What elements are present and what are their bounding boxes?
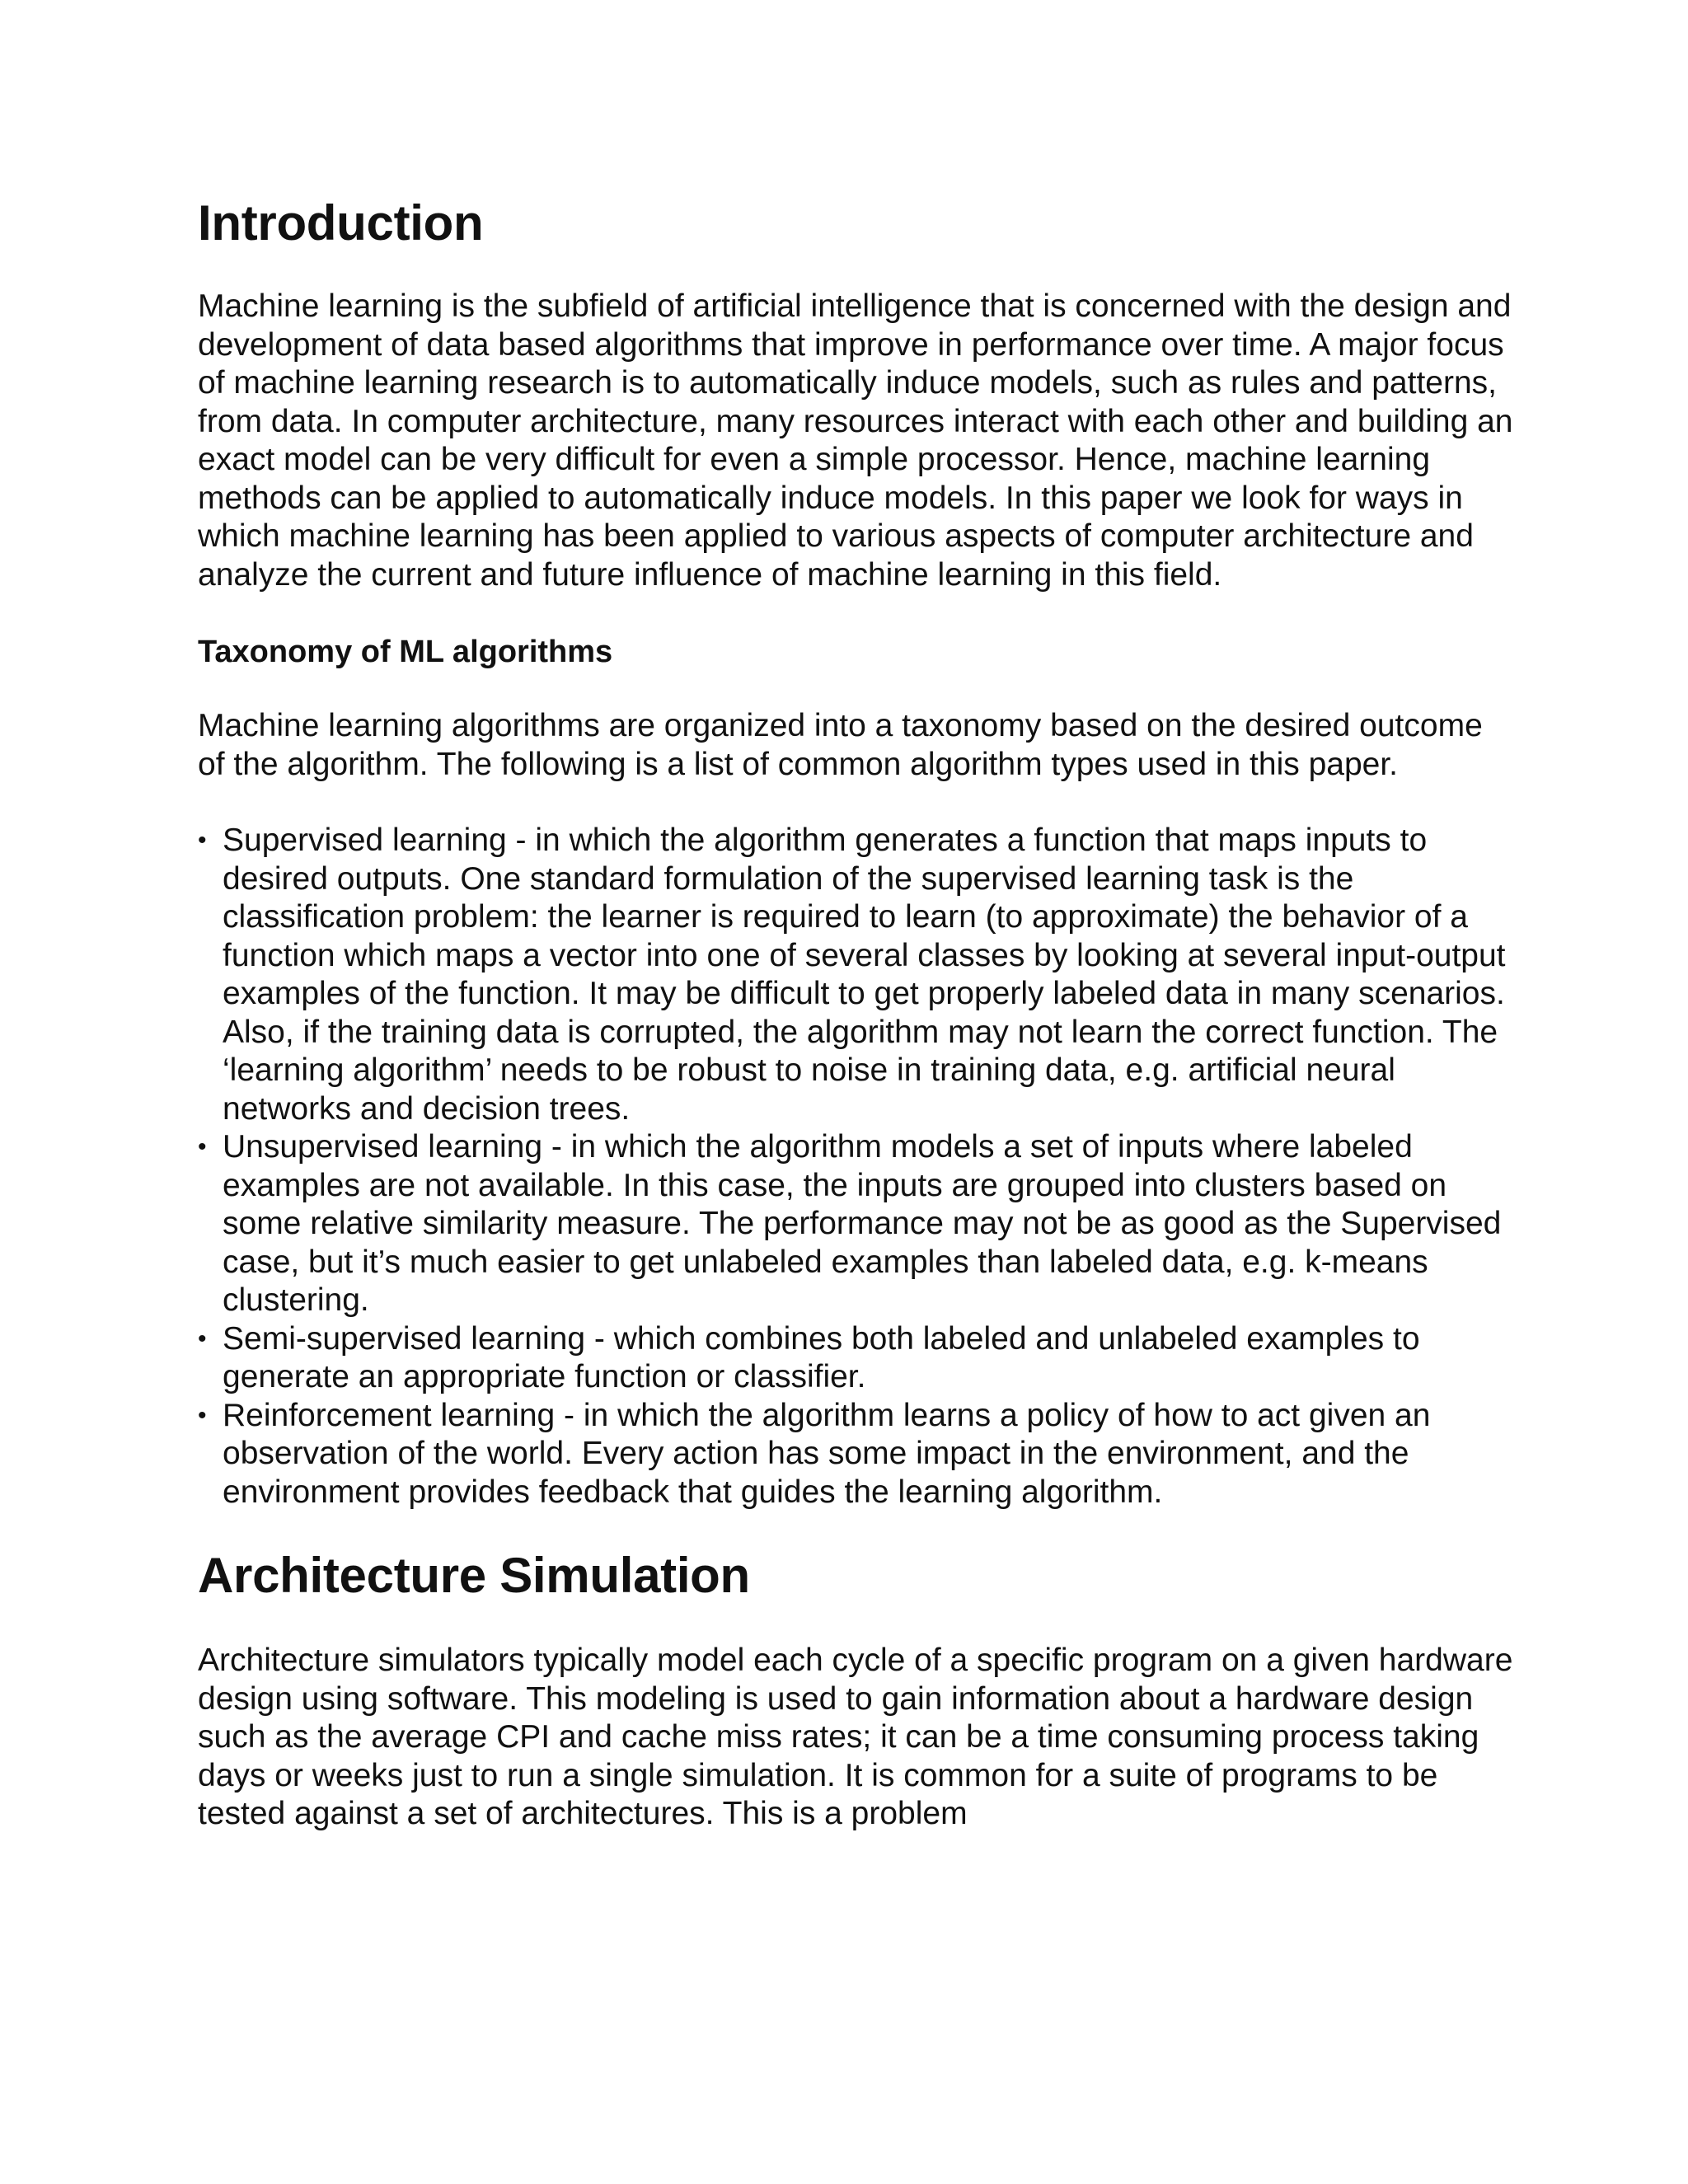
list-item-reinforcement bbox=[198, 1397, 1517, 1512]
list-item-text: Reinforcement learning - in which the algorithm learns a policy of how to act given an observation of the world. Every action has some impact in the environment, and the environment provides feedback that guides the learning algorithm. bbox=[223, 1397, 1431, 1510]
document-page bbox=[198, 194, 1517, 1834]
list-item-unsupervised bbox=[198, 1128, 1517, 1320]
algorithm-types-list bbox=[198, 822, 1517, 1511]
architecture-simulation-paragraph: Architecture simulators typically model each cycle of a specific program on a given hardware design using software. This modeling is used to gain information about a hardware design such as the average CPI and cache miss rates; it can be a time consuming process taking days or weeks just to run a single simulation. It is common for a suite of programs to be tested against a set of architectures. This is a problem bbox=[198, 1643, 1513, 1831]
list-item-text: Unsupervised learning - in which the algorithm models a set of inputs where labeled examples are not available. In this case, the inputs are grouped into clusters based on some relative similarity measure. The performance may not be as good as the Supervised case, but it’s much easier to get unlabeled examples than labeled data, e.g. k-means clustering. bbox=[223, 1129, 1502, 1318]
list-item-supervised bbox=[198, 822, 1517, 1128]
list-item-text: Supervised learning - in which the algorithm generates a function that maps inputs to desired outputs. One standard formulation of the supervised learning task is the classification problem: the learner is required to learn (to approximate) the behavior of a function which maps a vector into one of several classes by looking at several input-output examples of the function. It may be difficult to get properly labeled data in many scenarios. Also, if the training data is corrupted, the algorithm may not learn the correct function. The ‘learning algorithm’ needs to be robust to noise in training data, e.g. artificial neural networks and decision trees. bbox=[223, 823, 1506, 1127]
taxonomy-paragraph: Machine learning algorithms are organized into a taxonomy based on the desired outcome of the algorithm. The following is a list of common algorithm types used in this paper. bbox=[198, 708, 1483, 782]
taxonomy-heading: Taxonomy of ML algorithms bbox=[198, 635, 613, 669]
architecture-simulation-heading: Architecture Simulation bbox=[198, 1548, 750, 1603]
bullet-icon: • bbox=[198, 827, 207, 854]
list-item-semi-supervised bbox=[198, 1320, 1517, 1397]
bullet-icon: • bbox=[198, 1324, 207, 1352]
list-item-text: Semi-supervised learning - which combines both labeled and unlabeled examples to generate an appropriate function or classifier. bbox=[223, 1320, 1420, 1394]
introduction-paragraph: Machine learning is the subfield of artificial intelligence that is concerned with the design and development of data based algorithms that improve in performance over time. A major focus of machine learning research is to automatically induce models, such as rules and patterns, from data. In computer architecture, many resources interact with each other and building an exact model can be very difficult for even a simple processor. Hence, machine learning methods can be applied to automatically induce models. In this paper we look for ways in which machine learning has been applied to various aspects of computer architecture and analyze the current and future influence of machine learning in this field. bbox=[198, 288, 1513, 593]
introduction-heading: Introduction bbox=[198, 195, 484, 251]
bullet-icon: • bbox=[198, 1133, 207, 1160]
bullet-icon: • bbox=[198, 1401, 207, 1429]
